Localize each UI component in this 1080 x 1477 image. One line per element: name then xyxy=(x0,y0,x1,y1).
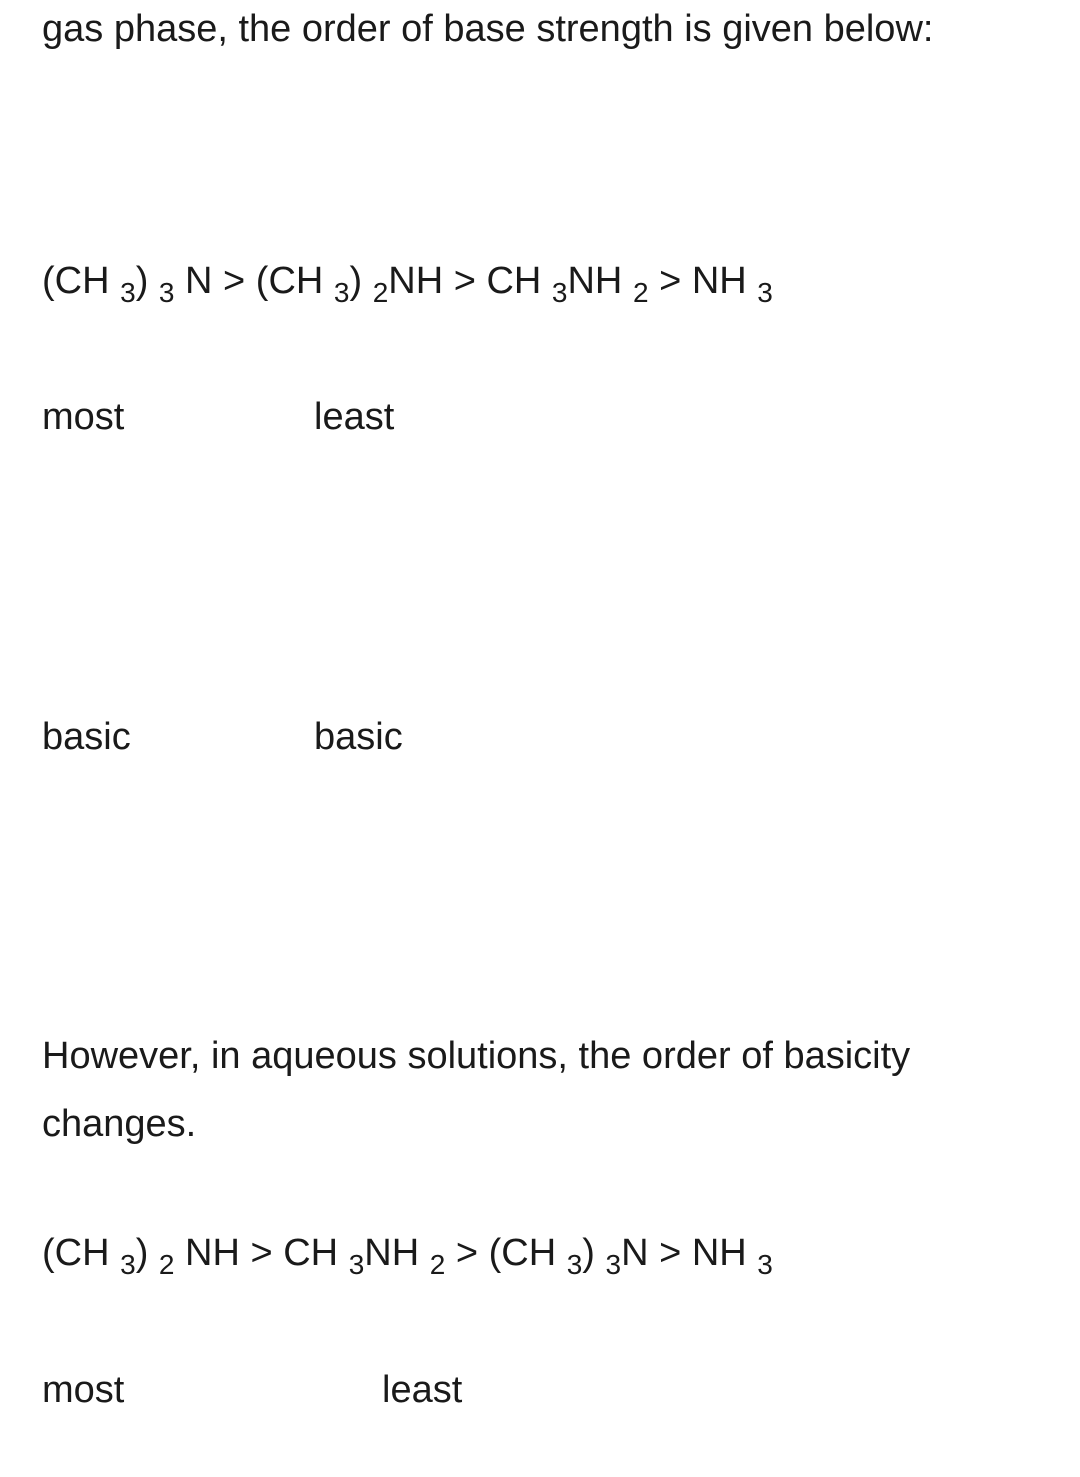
formula-subscript: 3 xyxy=(158,277,175,308)
aqueous-label-most: most xyxy=(42,1369,125,1411)
gas-label-basic-left: basic xyxy=(42,716,131,758)
formula-text: N > (CH xyxy=(174,260,334,302)
formula-text: ) xyxy=(582,1232,606,1274)
formula-subscript: 2 xyxy=(429,1249,446,1280)
formula-subscript: 2 xyxy=(158,1249,175,1280)
formula-subscript: 3 xyxy=(566,1249,583,1280)
aqueous-formula xyxy=(42,1232,773,1280)
gas-label-least: least xyxy=(314,396,395,438)
formula-text: NH xyxy=(567,260,633,302)
formula-subscript: 3 xyxy=(757,1249,773,1280)
formula-subscript: 3 xyxy=(757,277,773,308)
formula-text: > (CH xyxy=(445,1232,567,1274)
formula-text: (CH xyxy=(42,1232,121,1274)
intro-line: gas phase, the order of base strength is given below: xyxy=(42,8,934,50)
formula-subscript: 3 xyxy=(551,277,568,308)
formula-text: ) xyxy=(135,1232,159,1274)
formula-subscript: 3 xyxy=(348,1249,365,1280)
formula-subscript: 3 xyxy=(333,277,350,308)
formula-subscript: 2 xyxy=(632,277,649,308)
gas-phase-formula xyxy=(42,260,773,308)
formula-subscript: 3 xyxy=(605,1249,622,1280)
gas-label-basic-right: basic xyxy=(314,716,403,758)
formula-text: (CH xyxy=(42,260,121,302)
aqueous-label-least: least xyxy=(382,1369,463,1411)
aqueous-paragraph: However, in aqueous solutions, the order of basicity changes. xyxy=(42,1035,911,1145)
gas-label-most: most xyxy=(42,396,125,438)
formula-subscript: 2 xyxy=(372,277,389,308)
formula-text: N > NH xyxy=(621,1232,758,1274)
formula-text: ) xyxy=(349,260,373,302)
formula-subscript: 3 xyxy=(120,1249,136,1280)
formula-text: ) xyxy=(135,260,159,302)
formula-text: > NH xyxy=(648,260,758,302)
formula-subscript: 3 xyxy=(120,277,136,308)
formula-text: NH > CH xyxy=(388,260,552,302)
formula-text: NH xyxy=(364,1232,430,1274)
formula-text: NH > CH xyxy=(174,1232,349,1274)
